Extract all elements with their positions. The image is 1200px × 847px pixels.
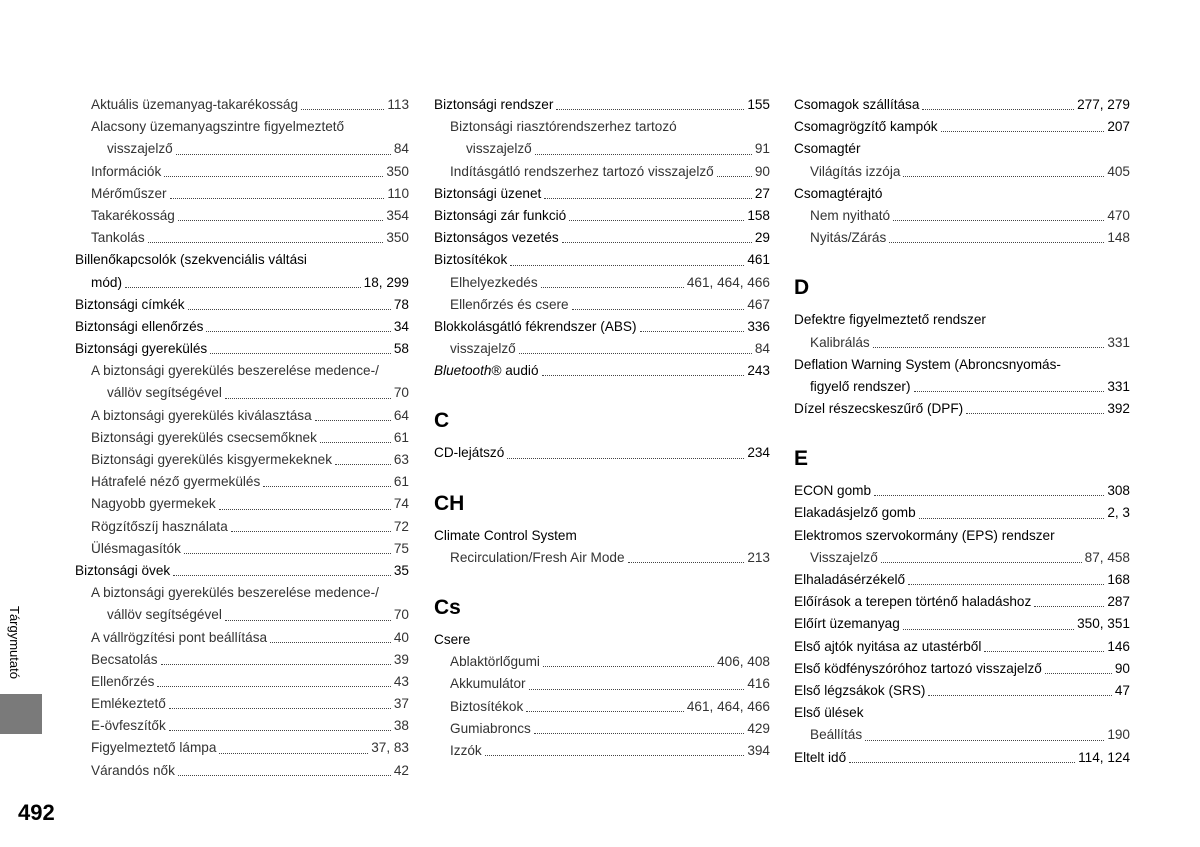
- entry-label: Eltelt idő: [794, 749, 847, 765]
- entry-page-ref: 58: [393, 341, 409, 357]
- dot-leader: [178, 219, 383, 221]
- dot-leader: [928, 694, 1111, 696]
- entry-page-ref: 405: [1107, 163, 1130, 179]
- entry-label: Billenőkapcsolók (szekvenciális váltási: [75, 252, 307, 268]
- section-letter: C: [434, 409, 450, 433]
- entry-page-ref: 406, 408: [717, 654, 770, 670]
- dot-leader: [543, 665, 714, 667]
- entry-label: CD-lejátszó: [434, 445, 505, 461]
- entry-label: Beállítás: [810, 727, 863, 743]
- dot-leader: [315, 419, 391, 421]
- index-subentry: [75, 516, 409, 538]
- index-subentry: [75, 227, 409, 249]
- index-subentry: [434, 740, 770, 762]
- index-entry: [794, 398, 1130, 420]
- entry-page-ref: 38: [393, 718, 409, 734]
- index-subentry: [434, 718, 770, 740]
- dot-leader: [157, 685, 390, 687]
- entry-label: Elhaladásérzékelő: [794, 572, 906, 587]
- entry-page-ref: 277, 279: [1077, 97, 1130, 112]
- entry-page-ref: 110: [387, 185, 409, 201]
- entry-page-ref: 470: [1107, 207, 1130, 223]
- dot-leader: [263, 485, 391, 487]
- entry-page-ref: 84: [754, 341, 770, 357]
- entry-label: E-övfeszítők: [91, 718, 166, 734]
- index-entry: [794, 116, 1130, 138]
- entry-page-ref: 213: [747, 549, 770, 565]
- index-entry: [434, 525, 770, 547]
- dot-leader: [849, 761, 1075, 763]
- dot-leader: [941, 130, 1105, 132]
- entry-label: Figyelmeztető lámpa: [91, 740, 217, 756]
- index-entry: [434, 316, 770, 338]
- dot-leader: [893, 219, 1104, 221]
- dot-leader: [572, 308, 745, 310]
- index-subentry: [794, 547, 1130, 569]
- entry-page-ref: 61: [393, 474, 409, 490]
- dot-leader: [966, 412, 1104, 414]
- entry-label: Elektromos szervokormány (EPS) rendszer: [794, 527, 1055, 543]
- entry-page-ref: 158: [747, 207, 770, 223]
- index-entry: [434, 205, 770, 227]
- entry-page-ref: 70: [393, 385, 409, 401]
- dot-leader: [173, 574, 391, 576]
- index-entry: [75, 316, 409, 338]
- entry-page-ref: 18, 299: [363, 274, 409, 290]
- dot-leader: [148, 241, 384, 243]
- entry-label: Első légzsákok (SRS): [794, 682, 926, 698]
- dot-leader: [176, 153, 391, 155]
- index-subentry: [434, 673, 770, 695]
- entry-page-ref: 61: [393, 429, 409, 445]
- entry-page-ref: 40: [393, 629, 409, 645]
- dot-leader: [1034, 605, 1104, 607]
- index-subentry: [75, 649, 409, 671]
- dot-leader: [225, 619, 391, 621]
- entry-label: Biztonsági gyerekülés csecsemőknek: [91, 429, 317, 445]
- entry-label: Ülésmagasítók: [91, 540, 181, 556]
- entry-label: Defektre figyelmeztető rendszer: [794, 312, 986, 328]
- entry-label: Csomagok szállítása: [794, 97, 920, 112]
- index-entry: [75, 249, 409, 271]
- dot-leader: [270, 641, 391, 643]
- dot-leader: [865, 739, 1104, 741]
- entry-label: Várandós nők: [91, 762, 175, 778]
- entry-label: Gumiabroncs: [450, 720, 531, 736]
- index-entry: [794, 183, 1130, 205]
- index-subentry: [75, 449, 409, 471]
- entry-page-ref: 114, 124: [1078, 749, 1130, 765]
- dot-leader: [640, 330, 745, 332]
- entry-label: Kalibrálás: [810, 334, 870, 350]
- index-column-1: [75, 94, 409, 782]
- index-subentry: [794, 227, 1130, 249]
- entry-page-ref: 234: [747, 445, 770, 461]
- entry-label: figyelő rendszer): [810, 378, 911, 394]
- entry-page-ref: 42: [393, 762, 409, 778]
- entry-page-ref: 350, 351: [1077, 616, 1130, 632]
- entry-label: Biztonsági gyerekülés: [75, 341, 208, 357]
- index-entry: [794, 354, 1130, 376]
- entry-page-ref: 34: [393, 318, 409, 334]
- entry-label: Ablaktörlőgumi: [450, 654, 540, 670]
- entry-page-ref: 43: [393, 673, 409, 689]
- dot-leader: [526, 710, 684, 712]
- entry-label: Csomagtér: [794, 141, 861, 157]
- entry-label: Tankolás: [91, 230, 145, 246]
- entry-page-ref: 91: [754, 141, 770, 157]
- index-entry: [794, 658, 1130, 680]
- entry-page-ref: 47: [1114, 682, 1130, 698]
- dot-leader: [320, 441, 391, 443]
- index-entry: [794, 747, 1130, 769]
- entry-label: Biztonsági ellenőrzés: [75, 318, 204, 334]
- index-entry: [794, 309, 1130, 331]
- index-subentry: [794, 724, 1130, 746]
- index-subentry: [434, 138, 770, 160]
- dot-leader: [903, 175, 1104, 177]
- entry-label: Világítás izzója: [810, 163, 901, 179]
- index-subentry: [75, 538, 409, 560]
- index-entry: [794, 94, 1130, 116]
- entry-page-ref: 354: [386, 207, 409, 223]
- entry-label: Nem nyitható: [810, 207, 891, 223]
- index-subentry: [434, 294, 770, 316]
- index-subentry: [75, 493, 409, 515]
- index-subentry: [75, 604, 409, 626]
- section-letter: D: [794, 276, 810, 300]
- index-subentry: [75, 671, 409, 693]
- entry-page-ref: 113: [387, 97, 409, 112]
- dot-leader: [161, 663, 391, 665]
- index-subentry: [434, 272, 770, 294]
- dot-leader: [542, 374, 745, 376]
- index-subentry: [75, 715, 409, 737]
- entry-label: Indításgátló rendszerhez tartozó visszajelző: [450, 163, 714, 179]
- entry-label: visszajelző: [450, 341, 516, 357]
- dot-leader: [507, 457, 744, 459]
- entry-page-ref: 64: [393, 407, 409, 423]
- entry-page-ref: 331: [1107, 334, 1130, 350]
- entry-label: visszajelző: [466, 141, 532, 157]
- index-entry: [434, 360, 770, 382]
- index-entry: [794, 480, 1130, 502]
- entry-label: Rögzítőszíj használata: [91, 518, 228, 534]
- index-subentry: [434, 696, 770, 718]
- entry-label: Blokkolásgátló fékrendszer (ABS): [434, 318, 637, 334]
- entry-page-ref: 287: [1107, 594, 1130, 610]
- entry-page-ref: 461, 464, 466: [686, 698, 770, 714]
- index-entry: [794, 680, 1130, 702]
- entry-label: Csomagrögzítő kampók: [794, 119, 938, 135]
- index-subentry: [75, 471, 409, 493]
- entry-page-ref: 350: [386, 230, 409, 246]
- index-subentry: [75, 627, 409, 649]
- entry-label-italic: Bluetooth: [434, 363, 492, 379]
- entry-page-ref: 392: [1107, 401, 1130, 417]
- entry-label: Biztosítékok: [450, 698, 524, 714]
- entry-label: Aktuális üzemanyag-takarékosság: [91, 97, 299, 112]
- dot-leader: [184, 552, 391, 554]
- dot-leader: [301, 108, 384, 110]
- dot-leader: [544, 197, 752, 199]
- entry-page-ref: 72: [393, 518, 409, 534]
- entry-label: Nagyobb gyermekek: [91, 496, 216, 512]
- entry-page-ref: 78: [393, 296, 409, 312]
- entry-label: Becsatolás: [91, 651, 158, 667]
- index-subentry: [75, 693, 409, 715]
- entry-label: A vállrögzítési pont beállítása: [91, 629, 268, 645]
- dot-leader: [874, 494, 1104, 496]
- entry-page-ref: 63: [393, 452, 409, 467]
- dot-leader: [529, 688, 745, 690]
- entry-page-ref: 467: [747, 296, 770, 312]
- index-entry: [794, 569, 1130, 591]
- entry-label: visszajelző: [107, 141, 173, 157]
- entry-label: A biztonsági gyerekülés beszerelése medence-/: [91, 585, 379, 601]
- index-entry: [434, 442, 770, 464]
- section-letter: CH: [434, 491, 465, 515]
- index-entry: [434, 227, 770, 249]
- index-entry: [794, 138, 1130, 160]
- section-letter: Cs: [434, 596, 461, 619]
- entry-label: Dízel részecskeszűrő (DPF): [794, 401, 964, 417]
- entry-page-ref: 308: [1107, 483, 1130, 499]
- entry-page-ref: 90: [754, 163, 770, 179]
- dot-leader: [170, 197, 385, 199]
- index-entry: [434, 183, 770, 205]
- dot-leader: [169, 707, 391, 709]
- entry-label: vállöv segítségével: [107, 385, 222, 401]
- dot-leader: [889, 241, 1104, 243]
- entry-label: Izzók: [450, 742, 482, 758]
- entry-label: mód): [91, 274, 122, 290]
- dot-leader: [873, 346, 1105, 348]
- entry-label: A biztonsági gyerekülés beszerelése medence-/: [91, 363, 379, 379]
- entry-label: Biztosítékok: [434, 252, 508, 268]
- dot-leader: [922, 108, 1074, 110]
- section-tab-marker: [0, 694, 42, 734]
- dot-leader: [903, 628, 1074, 630]
- dot-leader: [984, 650, 1104, 652]
- index-entry: [794, 525, 1130, 547]
- dot-leader: [519, 352, 752, 354]
- entry-label: Alacsony üzemanyagszintre figyelmeztető: [91, 119, 345, 135]
- dot-leader: [1045, 672, 1112, 674]
- dot-leader: [206, 330, 390, 332]
- entry-page-ref: 27: [754, 185, 770, 201]
- index-entry: [75, 338, 409, 360]
- entry-page-ref: 146: [1107, 638, 1130, 654]
- entry-label: Első ködfényszóróhoz tartozó visszajelző: [794, 660, 1042, 676]
- entry-page-ref: 461: [747, 252, 770, 268]
- index-subentry: [794, 161, 1130, 183]
- index-column-3: [794, 94, 1130, 769]
- dot-leader: [210, 352, 391, 354]
- index-subentry: [434, 161, 770, 183]
- entry-label: Biztonsági rendszer: [434, 97, 554, 112]
- index-subentry: [434, 547, 770, 569]
- entry-label: Előírások a terepen történő haladáshoz: [794, 594, 1032, 610]
- entry-label: Ellenőrzés és csere: [450, 296, 569, 312]
- entry-page-ref: 394: [747, 742, 770, 758]
- dot-leader: [535, 153, 752, 155]
- section-tab-label: Tárgymutató: [7, 606, 22, 679]
- entry-label-rest: ® audió: [491, 363, 539, 379]
- index-subentry: [794, 205, 1130, 227]
- index-entry: [794, 376, 1130, 398]
- entry-label: Mérőműszer: [91, 185, 167, 201]
- entry-label: [434, 360, 539, 382]
- index-entry: [75, 294, 409, 316]
- entry-page-ref: 148: [1107, 230, 1130, 246]
- entry-page-ref: 39: [393, 651, 409, 667]
- dot-leader: [219, 752, 368, 754]
- entry-label: Climate Control System: [434, 527, 577, 543]
- entry-page-ref: 75: [393, 540, 409, 556]
- index-entry: [75, 560, 409, 582]
- entry-page-ref: 331: [1107, 378, 1130, 394]
- entry-label: Biztonsági üzenet: [434, 185, 542, 201]
- index-subentry: [75, 760, 409, 782]
- entry-label: Első ülések: [794, 705, 864, 721]
- entry-label: Ellenőrzés: [91, 673, 155, 689]
- index-entry: [434, 249, 770, 271]
- entry-label: ECON gomb: [794, 483, 872, 499]
- dot-leader: [569, 219, 744, 221]
- index-subentry: [75, 405, 409, 427]
- entry-page-ref: 461, 464, 466: [686, 274, 770, 290]
- index-entry: [75, 272, 409, 294]
- entry-page-ref: 74: [393, 496, 409, 512]
- entry-page-ref: 350: [386, 163, 409, 179]
- index-subentry: [75, 183, 409, 205]
- index-subentry: [75, 161, 409, 183]
- entry-label: Emlékeztető: [91, 696, 166, 712]
- index-subentry: [75, 94, 409, 116]
- entry-label: Csomagtérajtó: [794, 185, 883, 201]
- entry-label: Hátrafelé néző gyermekülés: [91, 474, 261, 490]
- index-subentry: [75, 427, 409, 449]
- entry-label: A biztonsági gyerekülés kiválasztása: [91, 407, 312, 423]
- dot-leader: [717, 175, 752, 177]
- entry-page-ref: 37, 83: [371, 740, 409, 756]
- entry-label: Nyitás/Zárás: [810, 230, 887, 246]
- index-entry: [434, 629, 770, 651]
- dot-leader: [335, 463, 391, 465]
- index-subentry: [794, 332, 1130, 354]
- index-subentry: [75, 360, 409, 382]
- dot-leader: [164, 175, 383, 177]
- index-entry: [794, 636, 1130, 658]
- entry-label: Előírt üzemanyag: [794, 616, 900, 632]
- entry-page-ref: 87, 458: [1084, 549, 1130, 565]
- entry-page-ref: 168: [1107, 572, 1130, 587]
- dot-leader: [914, 390, 1105, 392]
- index-entry: [794, 591, 1130, 613]
- dot-leader: [178, 774, 391, 776]
- dot-leader: [231, 530, 391, 532]
- entry-page-ref: 155: [747, 97, 770, 112]
- index-column-2: [434, 94, 770, 762]
- index-subentry: [75, 205, 409, 227]
- dot-leader: [908, 583, 1104, 585]
- dot-leader: [556, 108, 744, 110]
- index-subentry: [75, 382, 409, 404]
- entry-label: Biztonsági zár funkció: [434, 207, 567, 223]
- entry-label: Deflation Warning System (Abroncsnyomás-: [794, 356, 1061, 372]
- dot-leader: [125, 286, 361, 288]
- entry-label: Visszajelző: [810, 549, 878, 565]
- index-subentry: [75, 116, 409, 138]
- entry-label: Biztonsági övek: [75, 562, 171, 578]
- entry-label: Biztonságos vezetés: [434, 230, 559, 246]
- dot-leader: [219, 508, 391, 510]
- entry-label: Információk: [91, 163, 162, 179]
- index-entry: [794, 502, 1130, 524]
- entry-page-ref: 207: [1107, 119, 1130, 135]
- entry-label: Biztonsági riasztórendszerhez tartozó: [450, 119, 677, 135]
- index-entry: [794, 613, 1130, 635]
- dot-leader: [188, 308, 391, 310]
- section-letter: E: [794, 447, 809, 471]
- dot-leader: [510, 264, 744, 266]
- entry-label: Biztonsági gyerekülés kisgyermekeknek: [91, 452, 333, 467]
- index-subentry: [75, 138, 409, 160]
- dot-leader: [485, 754, 745, 756]
- dot-leader: [169, 729, 391, 731]
- entry-label: Első ajtók nyitása az utastérből: [794, 638, 982, 654]
- entry-page-ref: 90: [1114, 660, 1130, 676]
- entry-page-ref: 429: [747, 720, 770, 736]
- entry-page-ref: 416: [747, 676, 770, 692]
- dot-leader: [881, 561, 1082, 563]
- index-subentry: [75, 737, 409, 759]
- entry-label: Biztonsági címkék: [75, 296, 185, 312]
- entry-page-ref: 243: [747, 363, 770, 379]
- entry-label: Elakadásjelző gomb: [794, 505, 916, 521]
- index-entry: [434, 94, 770, 116]
- entry-label: vállöv segítségével: [107, 607, 222, 623]
- entry-label: Csere: [434, 632, 471, 647]
- entry-page-ref: 336: [747, 318, 770, 334]
- dot-leader: [628, 561, 745, 563]
- entry-page-ref: 35: [393, 562, 409, 578]
- entry-label: Elhelyezkedés: [450, 274, 538, 290]
- entry-page-ref: 190: [1107, 727, 1130, 743]
- dot-leader: [541, 286, 684, 288]
- index-entry: [794, 702, 1130, 724]
- dot-leader: [919, 517, 1105, 519]
- entry-page-ref: 2, 3: [1107, 505, 1130, 521]
- page-number: 492: [18, 800, 55, 825]
- entry-page-ref: 29: [754, 230, 770, 246]
- dot-leader: [534, 732, 744, 734]
- index-subentry: [434, 651, 770, 673]
- entry-label: Recirculation/Fresh Air Mode: [450, 549, 625, 565]
- entry-page-ref: 37: [393, 696, 409, 712]
- entry-page-ref: 84: [393, 141, 409, 157]
- dot-leader: [225, 397, 391, 399]
- dot-leader: [562, 241, 752, 243]
- entry-page-ref: 70: [393, 607, 409, 623]
- index-subentry: [434, 338, 770, 360]
- entry-label: Takarékosság: [91, 207, 175, 223]
- entry-label: Akkumulátor: [450, 676, 526, 692]
- index-subentry: [434, 116, 770, 138]
- index-subentry: [75, 582, 409, 604]
